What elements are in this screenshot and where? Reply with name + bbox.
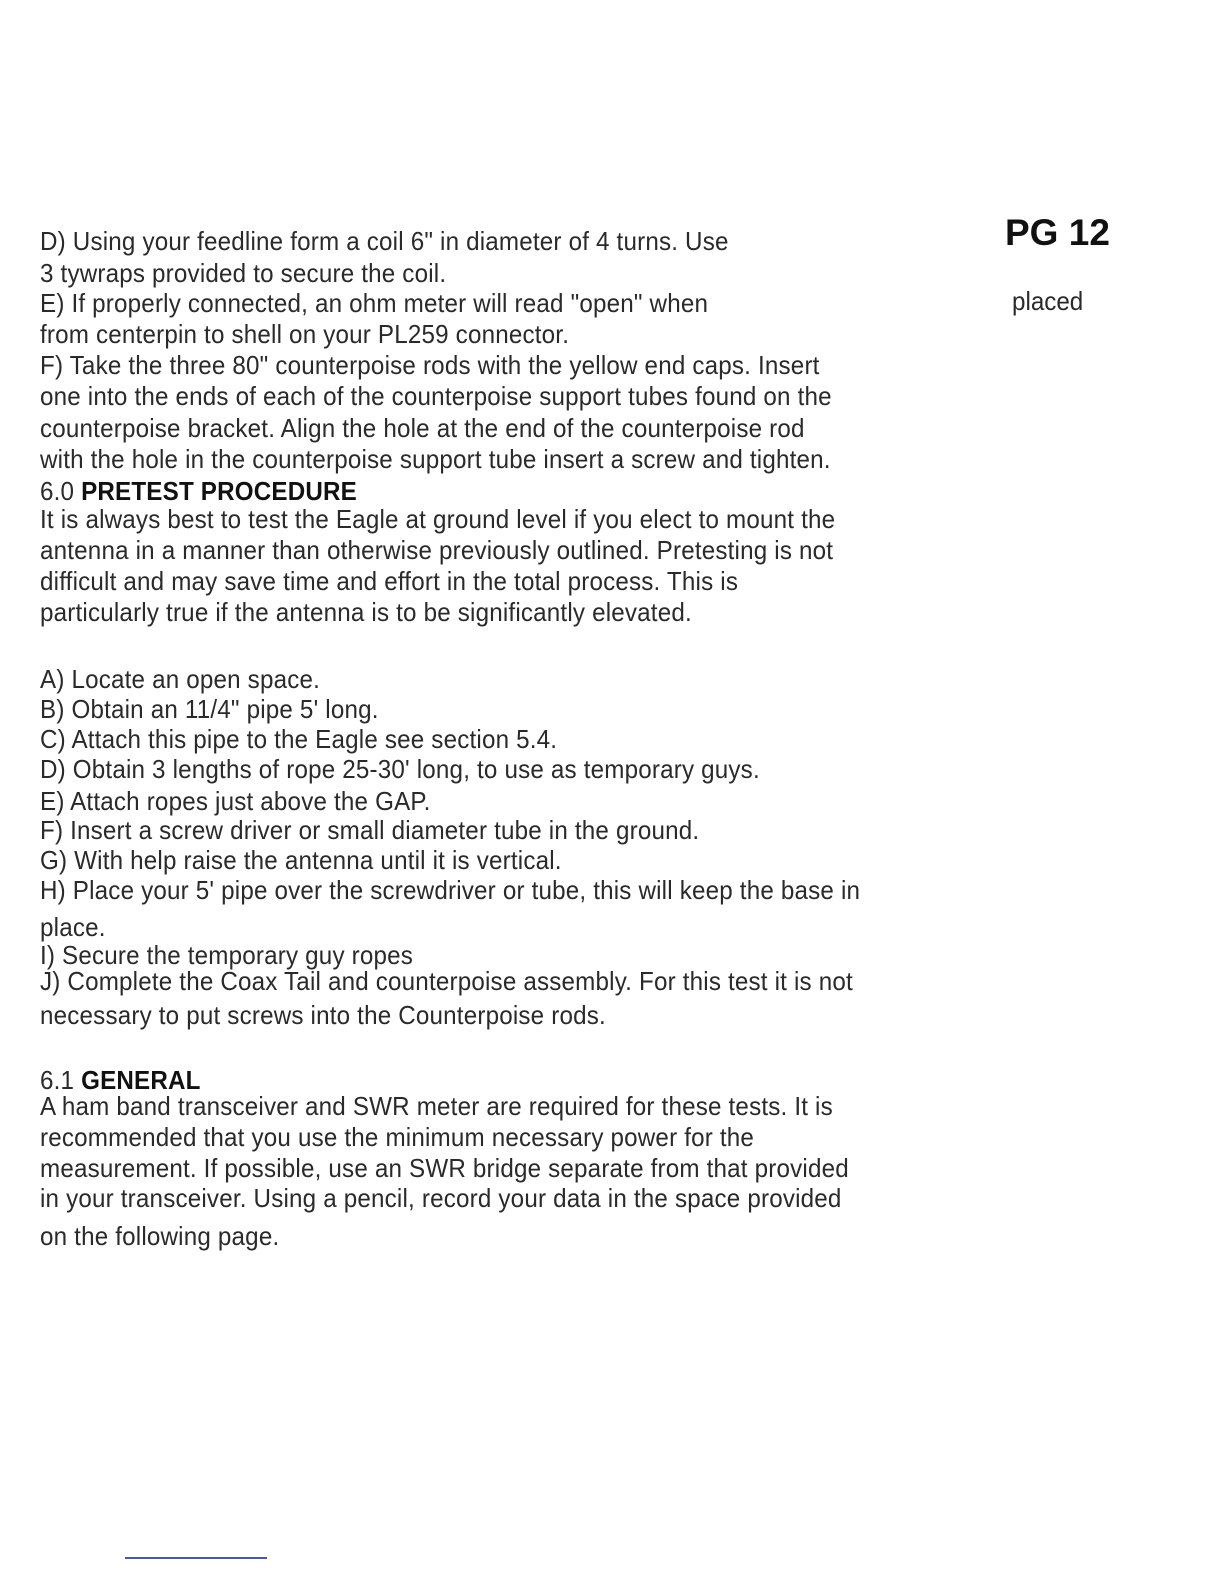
page-number: PG 12 <box>1005 212 1110 253</box>
paragraph-line: A ham band transceiver and SWR meter are required for these tests. It is <box>40 1091 833 1121</box>
assembly-step-f: F) Take the three 80" counterpoise rods with the yellow end caps. Insert <box>40 350 820 380</box>
assembly-step-e-placed: placed <box>1012 286 1084 316</box>
pretest-step: D) Obtain 3 lengths of rope 25-30' long, to use as temporary guys. <box>40 754 760 784</box>
paragraph-line: in your transceiver. Using a pencil, record your data in the space provided <box>40 1183 842 1213</box>
paragraph-line: on the following page. <box>40 1221 280 1251</box>
pretest-step: J) Complete the Coax Tail and counterpoise assembly. For this test it is not <box>40 966 853 996</box>
pretest-step: A) Locate an open space. <box>40 664 321 694</box>
section-heading-pretest <box>40 476 357 506</box>
paragraph-line: recommended that you use the minimum necessary power for the <box>40 1122 755 1152</box>
paragraph-line: It is always best to test the Eagle at ground level if you elect to mount the <box>40 504 836 534</box>
pretest-step: C) Attach this pipe to the Eagle see section 5.4. <box>40 724 558 754</box>
assembly-step-f-cont: counterpoise bracket. Align the hole at the end of the counterpoise rod <box>40 413 805 443</box>
pretest-step-cont: place. <box>40 912 106 942</box>
pretest-step: F) Insert a screw driver or small diameter tube in the ground. <box>40 815 700 845</box>
section-title: GENERAL <box>81 1065 201 1095</box>
paragraph-line: measurement. If possible, use an SWR bridge separate from that provided <box>40 1153 849 1183</box>
paragraph-line: antenna in a manner than otherwise previously outlined. Pretesting is not <box>40 535 834 565</box>
paragraph-line: particularly true if the antenna is to be significantly elevated. <box>40 597 692 627</box>
pretest-step: G) With help raise the antenna until it is vertical. <box>40 845 562 875</box>
section-title: PRETEST PROCEDURE <box>81 476 357 506</box>
pretest-step: B) Obtain an 11/4" pipe 5' long. <box>40 694 379 724</box>
footer-rule <box>125 1557 267 1559</box>
section-number: 6.0 <box>40 476 82 506</box>
paragraph-line: difficult and may save time and effort in the total process. This is <box>40 566 739 596</box>
section-number: 6.1 <box>40 1065 82 1095</box>
pretest-step: E) Attach ropes just above the GAP. <box>40 786 431 816</box>
pretest-step-cont: necessary to put screws into the Counterpoise rods. <box>40 1000 606 1030</box>
assembly-step-e: E) If properly connected, an ohm meter will read "open" when <box>40 288 709 318</box>
pretest-step: I) Secure the temporary guy ropes <box>40 940 414 970</box>
assembly-step-d-cont: 3 tywraps provided to secure the coil. <box>40 258 447 288</box>
pretest-step: H) Place your 5' pipe over the screwdriver or tube, this will keep the base in <box>40 875 861 905</box>
assembly-step-e-cont: from centerpin to shell on your PL259 connector. <box>40 319 570 349</box>
assembly-step-d: D) Using your feedline form a coil 6" in diameter of 4 turns. Use <box>40 226 729 256</box>
assembly-step-f-cont: one into the ends of each of the counterpoise support tubes found on the <box>40 381 832 411</box>
assembly-step-f-cont: with the hole in the counterpoise support tube insert a screw and tighten. <box>40 444 831 474</box>
